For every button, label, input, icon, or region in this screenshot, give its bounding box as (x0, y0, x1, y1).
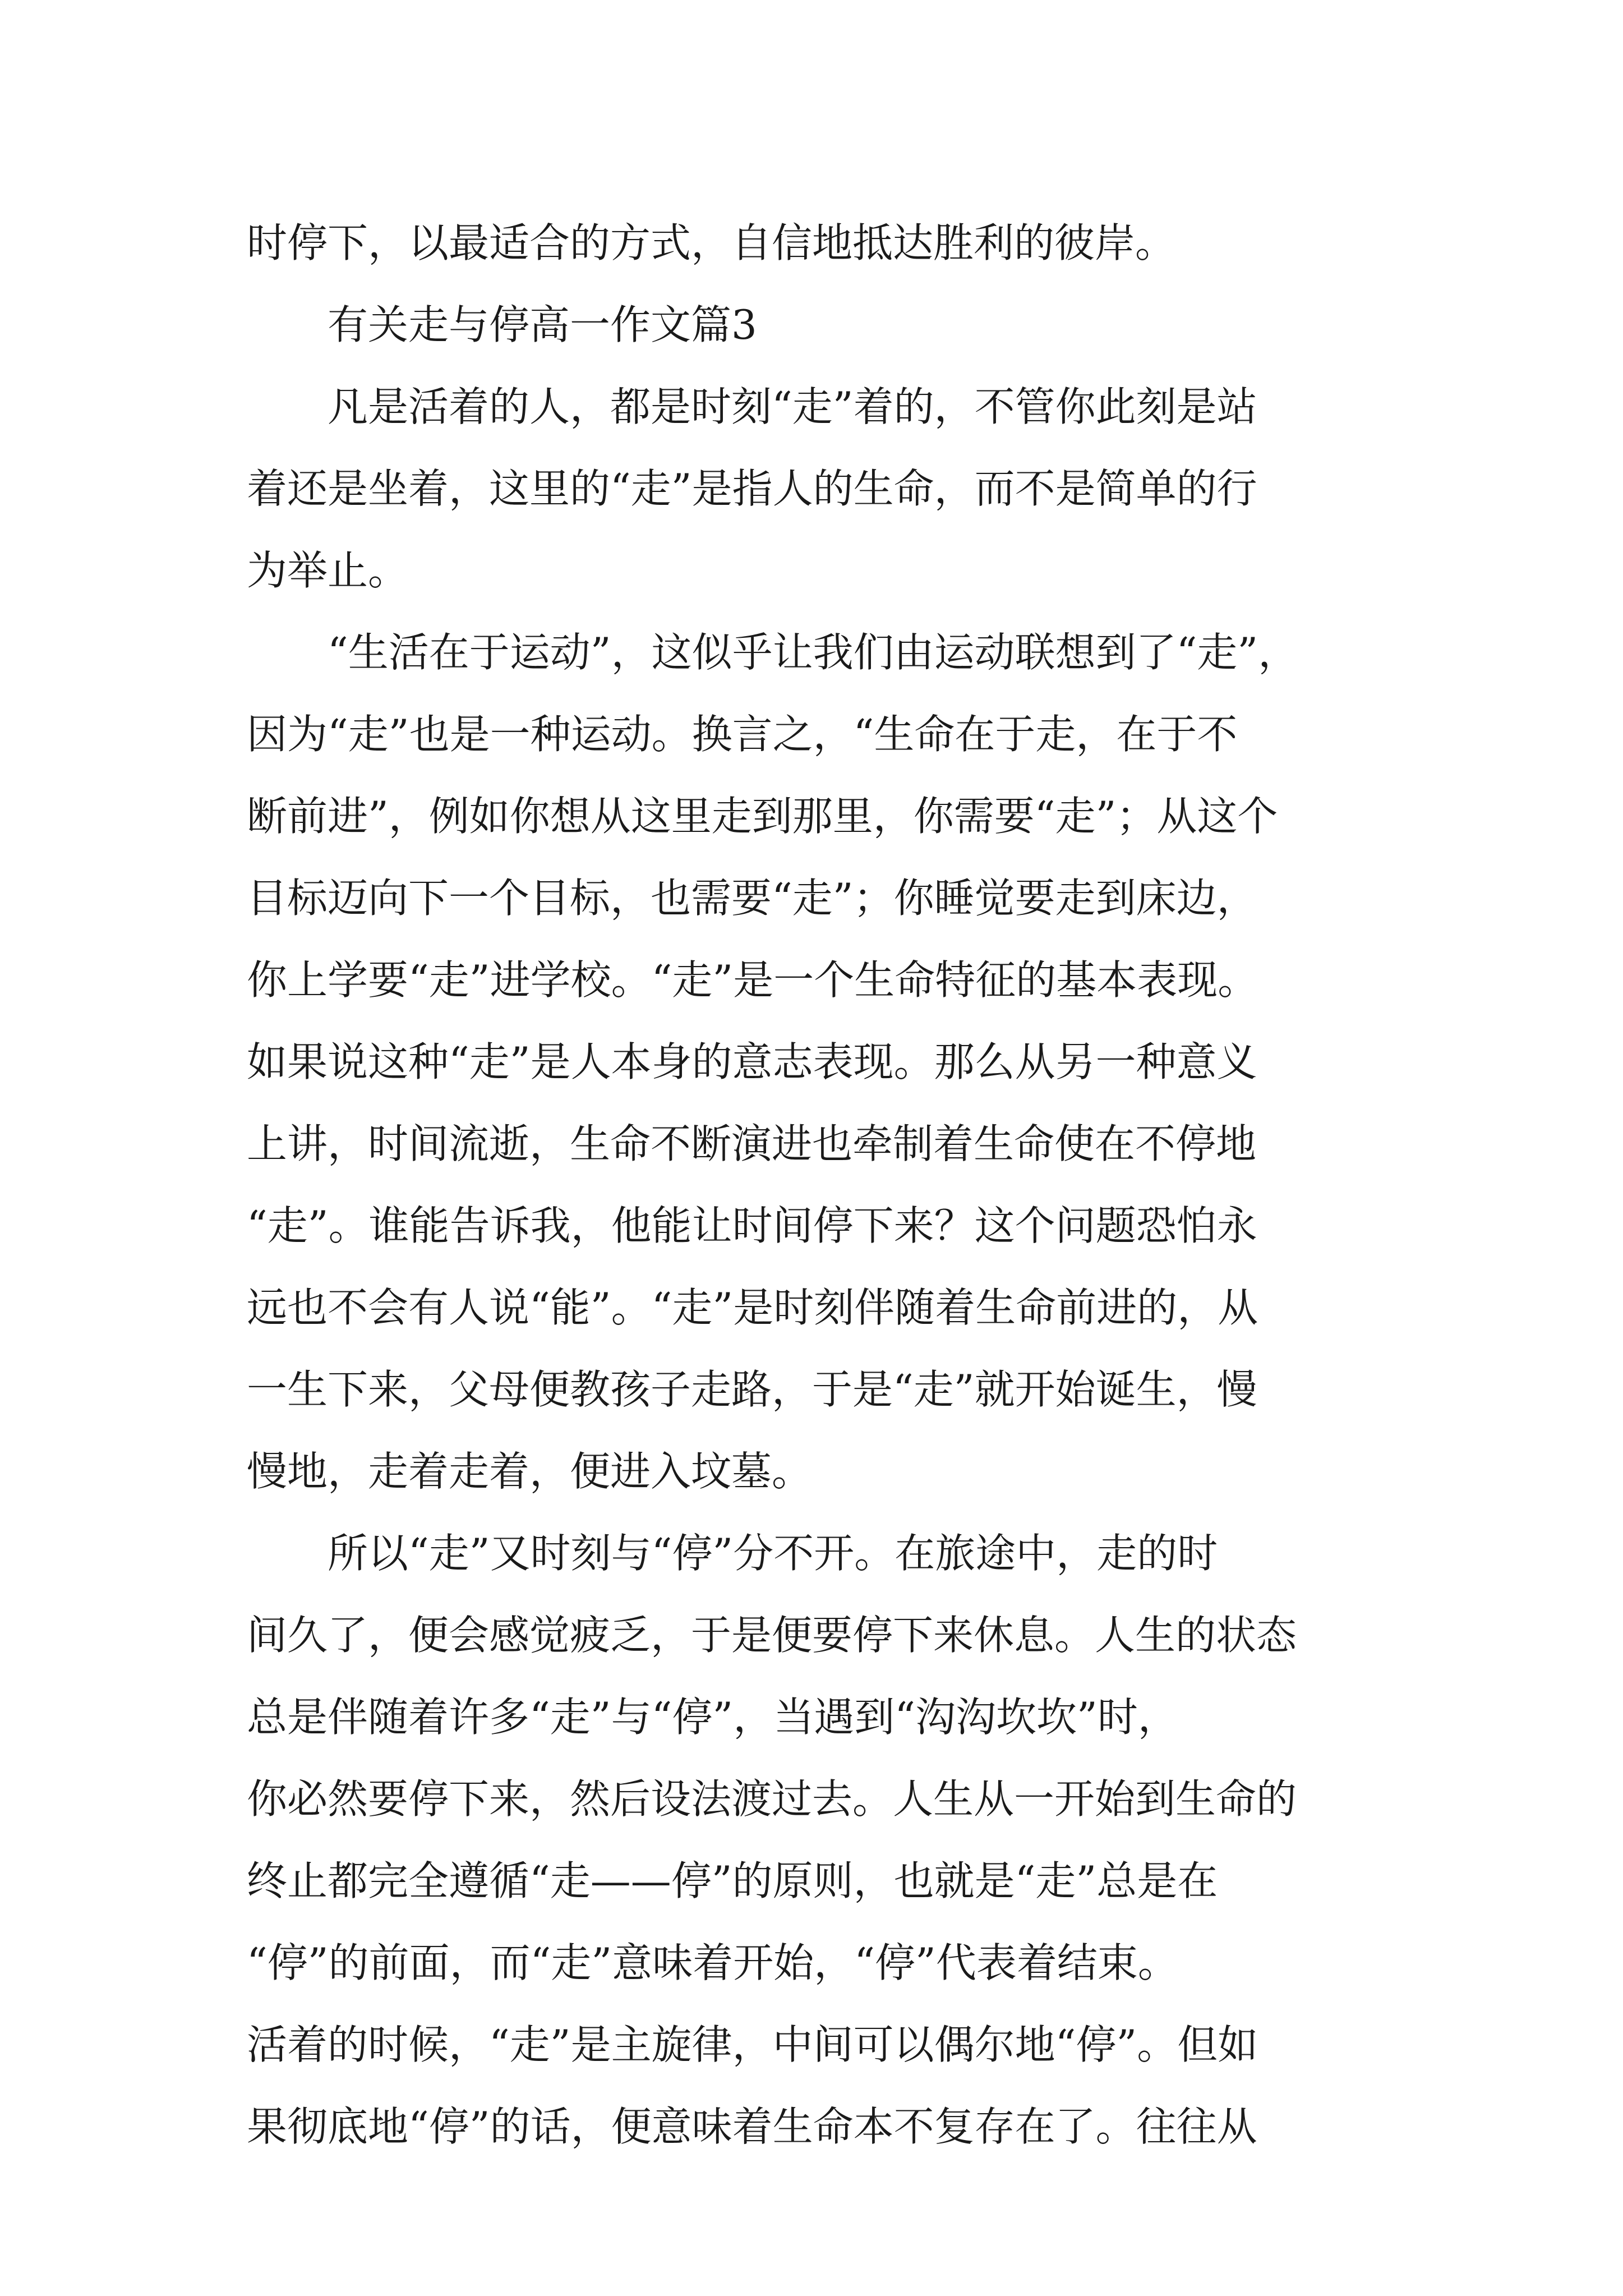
document-body (247, 202, 1396, 2168)
text-line: 果彻底地“停”的话，便意味着生命本不复存在了。往往从 (247, 2103, 1257, 2150)
text-line: 一生下来，父母便教孩子走路，于是“走”就开始诞生，慢 (247, 1366, 1257, 1413)
text-line: 你上学要“走”进学校。“走”是一个生命特征的基本表现。 (247, 956, 1258, 1004)
text-line: 如果说这种“走”是人本身的意志表现。那么从另一种意义 (247, 1038, 1257, 1085)
text-line: 总是伴随着许多“走”与“停”，当遇到“沟沟坎坎”时， (247, 1694, 1178, 1741)
section-heading: 有关走与停高一作文篇3 (328, 301, 757, 348)
text-line: 活着的时候，“走”是主旋律，中间可以偶尔地“停”。但如 (247, 2021, 1258, 2068)
text-line: 为举止。 (247, 547, 409, 594)
text-line: 时停下，以最适合的方式，自信地抵达胜利的彼岸。 (247, 219, 1176, 266)
text-line: 凡是活着的人，都是时刻“走”着的，不管你此刻是站 (328, 383, 1257, 430)
text-line: 间久了，便会感觉疲乏，于是便要停下来休息。人生的状态 (247, 1612, 1297, 1659)
text-line: 上讲，时间流逝，生命不断演进也牵制着生命使在不停地 (247, 1120, 1257, 1167)
text-line: 终止都完全遵循“走——停”的原则，也就是“走”总是在 (247, 1857, 1218, 1904)
text-line: “走”。谁能告诉我，他能让时间停下来？这个问题恐怕永 (247, 1202, 1257, 1249)
text-line: 因为“走”也是一种运动。换言之，“生命在于走，在于不 (247, 711, 1238, 758)
text-line: 慢地，走着走着，便进入坟墓。 (247, 1448, 813, 1495)
text-line: “生活在于运动”，这似乎让我们由运动联想到了“走”， (328, 629, 1299, 676)
text-line: 着还是坐着，这里的“走”是指人的生命，而不是简单的行 (247, 465, 1257, 512)
text-line: 所以“走”又时刻与“停”分不开。在旅途中，走的时 (328, 1530, 1218, 1577)
text-line: 你必然要停下来，然后设法渡过去。人生从一开始到生命的 (247, 1775, 1297, 1823)
text-line: 断前进”，例如你想从这里走到那里，你需要“走”；从这个 (247, 793, 1278, 840)
text-line: 远也不会有人说“能”。“走”是时刻伴随着生命前进的，从 (247, 1284, 1258, 1331)
text-line: 目标迈向下一个目标，也需要“走”；你睡觉要走到床边， (247, 875, 1257, 922)
text-line: “停”的前面，而“走”意味着开始，“停”代表着结束。 (247, 1939, 1178, 1986)
